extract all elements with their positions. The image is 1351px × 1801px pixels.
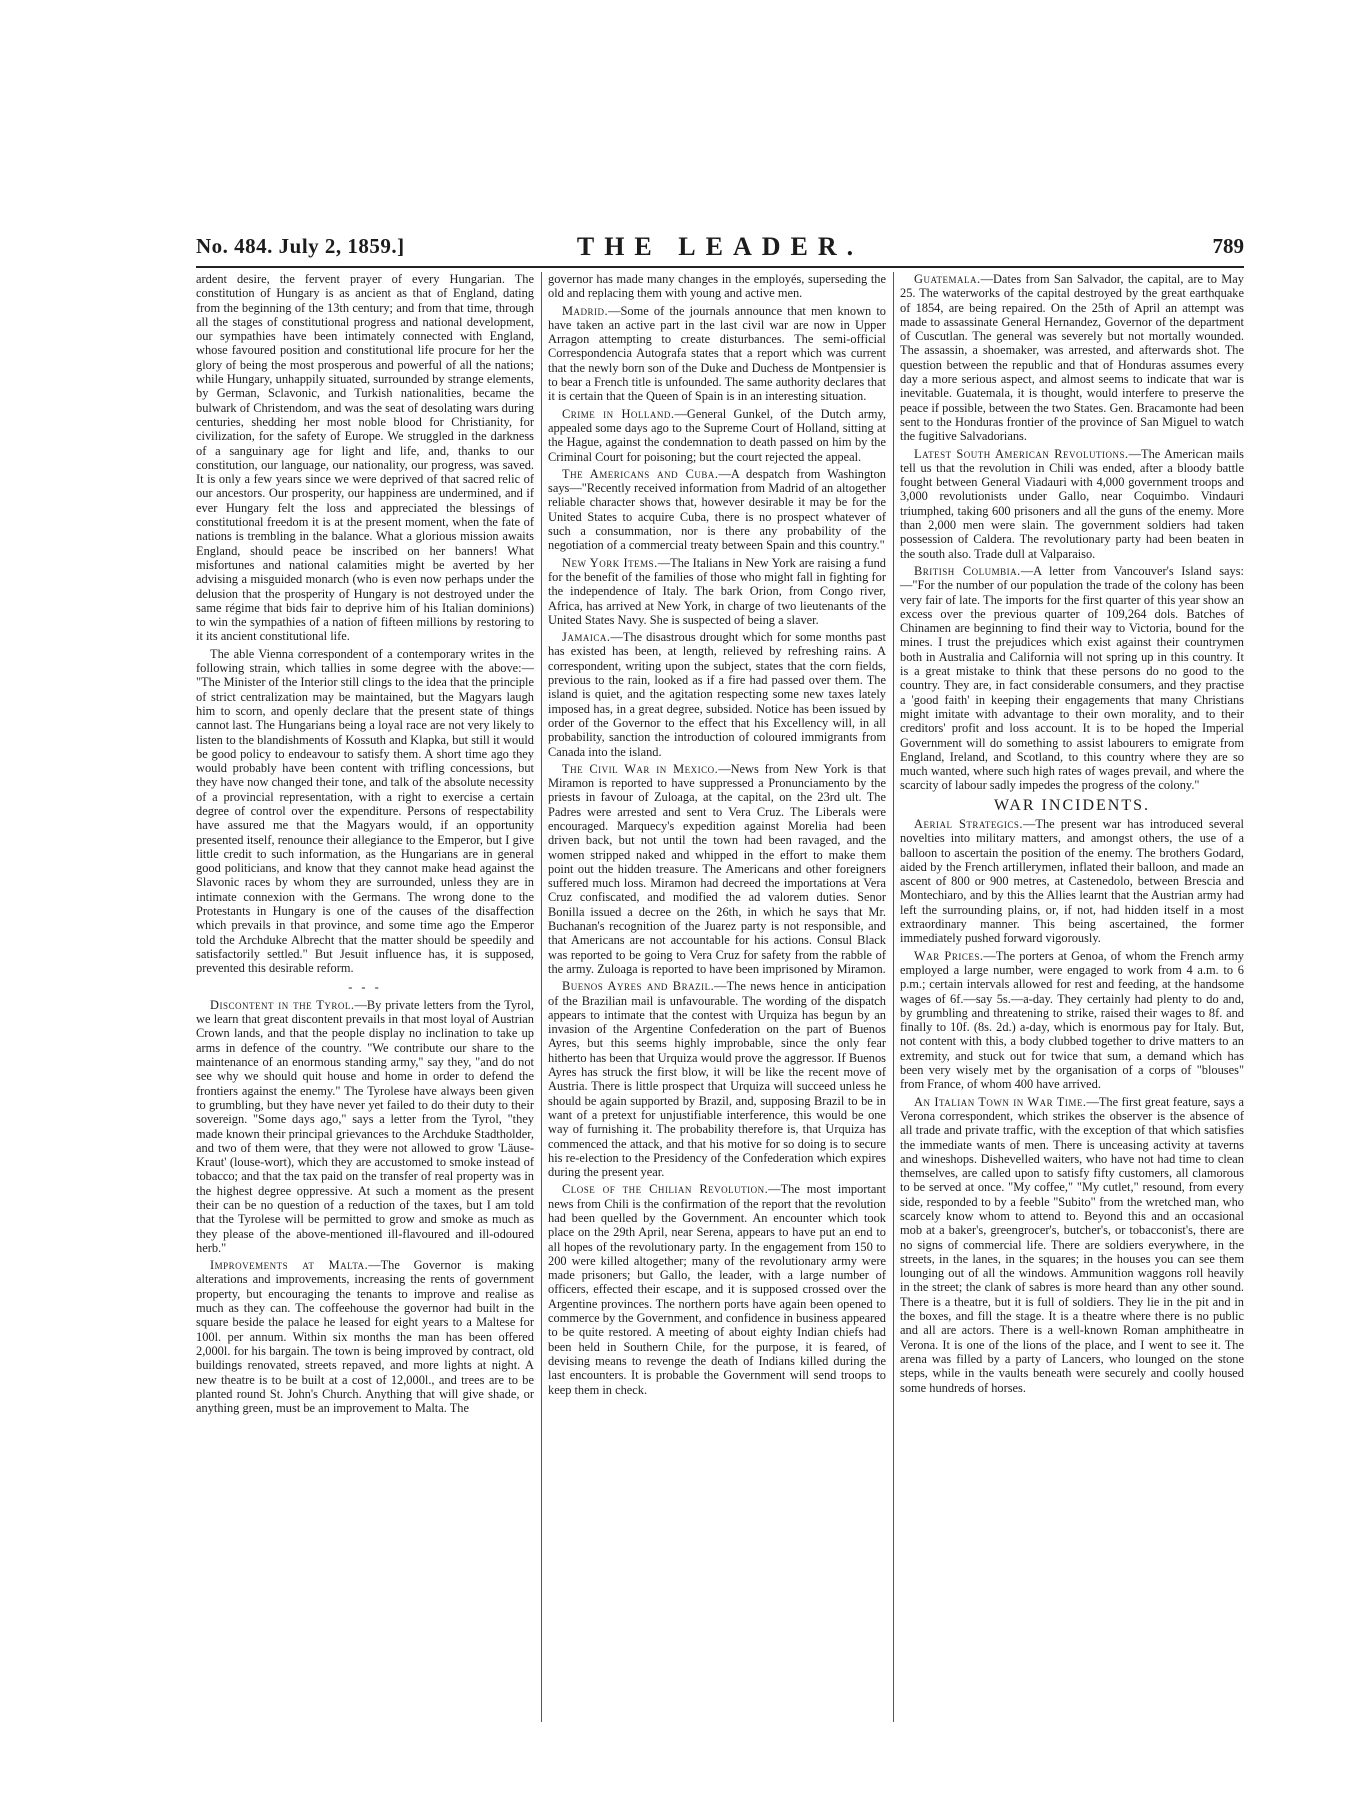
article-heading: Guatemala. <box>914 272 981 286</box>
article-body: —The present war has introduced several novelties into military matters, and amongst others, the use of a balloon to ascertain the position of the enemy. The brothers Godard, aided by the French artillerymen, inflated their balloon, and made an ascent of 800 or 900 metres, at Castenedolo, between Brescia and Montechiaro, and by this the Allies learnt that the Austrian army had left the surrounding plains, or, if not, had hidden itself in a most extraordinary manner. This being ascertained, the former immediately pushed forward vigorously. <box>900 816 1244 946</box>
article-heading: War Prices. <box>914 948 984 963</box>
article-paragraph <box>196 998 534 1255</box>
article-paragraph <box>900 1095 1244 1395</box>
article-body: —By private letters from the Tyrol, we learn that great discontent prevails in that most loyal of Austrian Crown lands, and that the people display no inclination to take up arms in defence of the country. "We contribute our share to the maintenance of an enormous standing army," say they, "and do not see why we should quit house and home in order to defend the frontiers against the enemy." The Tyrolese have always been given to grumbling, but they have never yet failed to do their duty to their sovereign. "Some days ago," says a letter from the Tyrol, "they made known their principal grievances to the Archduke Stadtholder, and two of them were, that they were not allowed to grow 'Läuse-Kraut' (louse-wort), which they are accustomed to smoke instead of tobacco; and that the tax paid on the transfer of real property was in the highest degree oppressive. At such a moment as the present their can be no question of a reduction of the taxes, but I am told that the Tyrolese will be permitted to grow and smoke as much as they please of the above-mentioned ill-flavoured and ill-odoured herb." <box>196 997 534 1255</box>
column-rule <box>893 272 894 1722</box>
separator: - - - <box>348 979 382 994</box>
article-heading: The Americans and Cuba. <box>562 466 719 481</box>
column-2 <box>548 272 886 1722</box>
article-body: —A despatch from Washington says—"Recently received information from Madrid of an altogether reliable character shows that, however desirable it may be for the United States to acquire Cuba, there is no prospect whatever of such a consummation, nor is there any probability of the negotiation of a commercial treaty between Spain and this country." <box>548 466 886 553</box>
article-body: —The Italians in New York are raising a fund for the benefit of the families of those who might fall in fighting for the independence of Italy. The bark Orion, from Congo river, Africa, has arrived at New York, in charge of two lieutenants of the United States Navy. She is suspected of being a slaver. <box>548 555 886 627</box>
article-heading: Madrid. <box>562 303 609 318</box>
article-heading: Improvements at Malta. <box>210 1258 369 1273</box>
article-body: —The most important news from Chili is the confirmation of the report that the revolution had been quelled by the Government. An encounter which took place on the 29th April, near Serena, appears to have put an end to all hopes of the revolutionary party. In the engagement from 150 to 200 were killed altogether; many of the revolutionary army were made prisoners; but Gallo, the leader, with a large number of officers, effected their escape, and it is supposed crossed over the Argentine provinces. The northern ports have again been opened to commerce by the Government, and confidence in business appeared to be quite restored. A meeting of about eighty Indian chiefs had been held in Southern Chile, for the purpose, it is feared, of devising means to revenge the death of Indians killed during the last encounters. It is probable the Government will send troops to keep them in check. <box>548 1182 886 1397</box>
article-paragraph <box>548 467 886 553</box>
issue-date: No. 484. July 2, 1859.] <box>196 234 405 258</box>
article-paragraph <box>900 949 1244 1092</box>
article-columns <box>196 272 1244 1722</box>
column-1 <box>196 272 534 1722</box>
article-paragraph: governor has made many changes in the employés, superseding the old and replacing them with young and active men. <box>548 272 886 301</box>
article-paragraph <box>548 1182 886 1396</box>
article-body: —The porters at Genoa, of whom the French army employed a large number, were engaged to work from 4 a.m. to 6 p.m.; certain intervals allowed for rest and feeding, at the handsome wages of 6f.—say 5s.—a-day. They certainly had plenty to do and, by grumbling and threatening to strike, raised their wages to 8f. and finally to 10f. (8s. 2d.) a-day, which is enormous pay for Italy. But, not content with this, a body clubbed together to drive matters to an extremity, and stuck out for twice that sum, a demand which has been very wisely met by the organisation of a corps of "blouses" from France, of whom 400 have arrived. <box>900 948 1244 1092</box>
article-paragraph <box>548 407 886 464</box>
article-heading: Buenos Ayres and Brazil. <box>562 979 715 994</box>
article-paragraph: ardent desire, the fervent prayer of every Hungarian. The constitution of Hungary is as ancient as that of England, dating from the beginning of the 13th century; and from that time, through all the stages of constitutional progress and national development, our sympathies have been intimately connected with England, whose favoured position and constitutional life procure for her the glory of being the most prosperous and powerful of all the nations; while Hungary, unhappily situated, surrounded by strange elements, by German, Sclavonic, and Turkish nationalities, became the bulwark of Christendom, and was the seat of desolating wars during centuries, shedding her most noble blood for Christianity, for civilization, for the safety of Europe. We struggled in the darkness of a sanguinary age for light and life, and, thanks to our constitution, our language, our nationality, our progress, was saved. It is only a few years since we were deprived of that sacred relic of our ancestors. Our prosperity, our happiness are undermined, and if ever Hungary felt the loss and appreciated the blessings of constitutional freedom it is at the present moment, when the fate of nations is trembling in the balance. What a glorious mission awaits England, should peace be inscribed on her banners! What misfortunes and national calamities might be averted by her advising a misguided monarch (who is even now perhaps under the delusion that the prosperity of Hungary is not destroyed under the same régime that bids fair to deprive him of his Italian dominions) to win the sympathies of a nation of fifteen millions by restoring to it its ancient constitutional life. <box>196 272 534 644</box>
article-paragraph <box>548 762 886 976</box>
article-heading: The Civil War in Mexico. <box>562 761 719 776</box>
article-paragraph <box>900 564 1244 793</box>
article-body: —General Gunkel, of the Dutch army, appealed some days ago to the Supreme Court of Holland, sitting at the Hague, against the condemnation to death passed on him by the Criminal Court for poisoning; but the court rejected the appeal. <box>548 406 886 464</box>
article-paragraph <box>900 272 1244 444</box>
article-body: —A letter from Vancouver's Island says:—"For the number of our population the trade of the colony has been very fair of late. The imports for the first quarter of this year show an excess over the previous quarter of 109,264 dols. Batches of Chinamen are beginning to find their way to Victoria, bound for the mines. I trust the prejudices which exist against their countrymen both in Australia and California will not spring up in this country. It is a great mistake to think that these persons do no good to the country. They are, in fact considerable consumers, and they practise a 'good faith' in keeping their engagements that many Christians might imitate with advantage to their own morality, and to their creditors' profit and loss account. It is to be hoped the Imperial Government will do something to assist labourers to emigrate from England, Ireland, and Scotland, to this country where they are so much wanted, where such high rates of wages prevail, and where the scarcity of labour sadly impedes the progress of the colony." <box>900 563 1244 793</box>
article-body: —The Governor is making alterations and improvements, increasing the rents of government property, but encouraging the tenants to improve and realise as much as they can. The coffeehouse the governor had built in the square beside the palace he leased for eight years to a Maltese for 100l. per annum. Within six months the man has been offered 2,000l. for his bargain. The town is being improved by contract, old buildings renovated, streets repaved, and more lights at night. A new theatre is to be built at a cost of 12,000l., and trees are to be planted round St. John's Church. Anything that will give shade, or anything green, must be an improvement to Malta. The <box>196 1258 534 1416</box>
article-body: —News from New York is that Miramon is reported to have suppressed a Pronunciamento by the priests in favour of Zuloaga, at the capital, on the 23rd ult. The Padres were arrested and sent to Vera Cruz. The Liberals were encouraged. Marquecy's expedition against Morelia had been driven back, but not until the town had been ravaged, and the women stripped naked and whipped in the effort to make them point out the hidden treasure. The Americans and other foreigners suffered much loss. Miramon had decreed the importations at Vera Cruz confiscated, and modified the ad valorem duties. Senor Bonilla issued a decree on the 26th, in which he says that Mr. Buchanan's recognition of the Juarez party is not responsible, and that Americans are not accountable for his actions. Consul Black was reported to be going to Vera Cruz for safety from the rabble of the army. Zuloaga is reported to have been imprisoned by Miramon. <box>548 761 886 976</box>
article-body: —Dates from San Salvador, the capital, are to May 25. The waterworks of the capital destroyed by the great earthquake of 1854, are being repaired. On the 25th of April an attempt was made to assassinate General Hernandez, Governor of the department of Cuscutlan. The general was severely but not mortally wounded. The assassin, a shoemaker, was arrested, and afterwards shot. The question between the republic and that of Honduras assumes every day a more serious aspect, and almost seems to indicate that war is inevitable. Guatemala, it is thought, would interfere to preserve the peace if possible, between the two States. Gen. Bracamonte had been sent to the Honduras frontier of the province of San Miguel to watch the fugitive Salvadorians. <box>900 272 1244 444</box>
article-heading: British Columbia. <box>914 563 1021 578</box>
article-body: —The first great feature, says a Verona correspondent, which strikes the observer is the absence of all trade and private traffic, with the exception of that which satisfies the immediate wants of men. There is unceasing activity at taverns and wineshops. Dishevelled waiters, who have not had time to clean themselves, are called upon to satisfy fifty customers, all clamorous to be served at once. "My coffee," "My cutlet," resound, from every side, responded to by a feeble "Subito" from the wretched man, who scarcely know whom to attend to. Beyond this and an occasional mob at a baker's, greengrocer's, butcher's, or tobacconist's, there are no signs of commercial life. There are soldiers everywhere, in the streets, in the lanes, in the squares; in the houses you can see them lounging out of all the windows. Ammunition waggons roll heavily in the street; the clank of sabres is more heard than any other sound. There is a theatre, but it is full of soldiers. They lie in the pit and in the boxes, and fill the stage. It is a theatre where there is no public and all are actors. There is a well-known Roman amphitheatre in Verona. It is one of the lions of the place, and I went to see it. The arena was filled by a party of Lancers, who lounged on the stone steps, while in the vaults beneath were securely and coolly housed some hundreds of horses. <box>900 1094 1244 1395</box>
column-rule <box>541 272 542 1722</box>
article-body: —The news hence in anticipation of the Brazilian mail is unfavourable. The wording of the dispatch appears to intimate that the contest with Urquiza has begun by an invasion of the Argentine Confederation on the part of Buenos Ayres, but this seems highly improbable, since the only fear hitherto has been that Urquiza would prove the aggressor. If Buenos Ayres has struck the first blow, it will be like the recent move of Austria. There is little prospect that Urquiza will succeed unless he should be again supported by Brazil, and, supposing Brazil to be in want of a pretext for unjustifiable interference, this would be one way of furnishing it. The probability therefore is, that Urquiza has commenced the attack, and that his motive for so doing is to secure his re-election to the Presidency of the Confederation which expires during the present year. <box>548 979 886 1180</box>
article-paragraph <box>548 556 886 627</box>
article-paragraph <box>900 817 1244 946</box>
article-body: —The American mails tell us that the revolution in Chili was ended, after a bloody battle fought between General Viadauri with 4,000 government troops and 3,000 revolutionists under Gallo, near Coquimbo. Vindauri triumphed, taking 600 prisoners and all the guns of the enemy. More than 2,000 men were slain. The government soldiers had taken possession of Caldera. The revolutionary party had been beaten in the south also. Trade dull at Valparaiso. <box>900 446 1244 561</box>
newspaper-page <box>196 232 1244 1732</box>
page-number: 789 <box>1212 234 1244 258</box>
article-paragraph <box>548 630 886 759</box>
article-paragraph <box>548 979 886 1179</box>
article-heading: Latest South American Revolutions. <box>914 446 1129 461</box>
article-heading: Crime in Holland. <box>562 406 675 421</box>
article-paragraph <box>900 447 1244 561</box>
article-heading: Discontent in the Tyrol. <box>210 997 355 1012</box>
article-heading: An Italian Town in War Time. <box>914 1094 1087 1109</box>
newspaper-title: THE LEADER. <box>576 232 864 261</box>
article-body: —Some of the journals announce that men known to have taken an active part in the last civil war are now in Upper Arragon attempting to create disturbances. The semi-official Correspondencia Autografa states that a report which was current that the newly born son of the Duke and Duchess de Montpensier is to bear a French title is unfounded. The same authority declares that it is certain that the Queen of Spain is in an interesting situation. <box>548 303 886 404</box>
article-paragraph <box>196 1258 534 1415</box>
article-paragraph: The able Vienna correspondent of a contemporary writes in the following strain, which tallies in some degree with the above:— "The Minister of the Interior still clings to the idea that the principle of strict centralization may be maintained, but the Magyars laugh him to scorn, and openly declare that the present state of things cannot last. The Hungarians being a loyal race are not very likely to listen to the blandishments of Kossuth and Klapka, but still it would be good policy to endeavour to satisfy them. A short time ago they would probably have been content with trifling concessions, but they have now changed their tone, and talk of the absolute necessity of a provincial representation, with a right to exercise a certain degree of control over the expenditure. Persons of respectability have assured me that the Magyars would, if an opportunity presented itself, renounce their allegiance to the Emperor, but I give little credit to such information, as the Hungarians are in general good politicians, and know that they cannot make head against the Slavonic races by whom they are surrounded, unless they are in intimate connexion with the Germans. The wrong done to the Protestants in Hungary is one of the causes of the disaffection which prevails in that province, and some time ago the Emperor told the Archduke Albrecht that the matter should be speedily and satisfactorily settled." But Jesuit influence has, it is supposed, prevented this desirable reform. <box>196 646 534 976</box>
column-3 <box>900 272 1244 1722</box>
article-body: —The disastrous drought which for some months past has existed has been, at length, relieved by refreshing rains. A correspondent, writing upon the subject, states that the corn fields, previous to the rain, looked as if a fire had passed over them. The island is quiet, and the agitation respecting some new taxes lately imposed has, in a great degree, subsided. Notice has been issued by order of the Governor to the effect that his Excellency will, in all probability, sanction the introduction of coloured immigrants from Canada into the island. <box>548 630 886 759</box>
article-heading: Jamaica. <box>562 630 611 645</box>
masthead <box>196 232 1244 268</box>
article-heading: Aerial Strategics. <box>914 816 1024 831</box>
article-heading: Close of the Chilian Revolution. <box>562 1182 769 1197</box>
section-heading: WAR INCIDENTS. <box>994 796 1150 814</box>
article-heading: New York Items. <box>562 555 658 570</box>
article-paragraph <box>548 304 886 404</box>
